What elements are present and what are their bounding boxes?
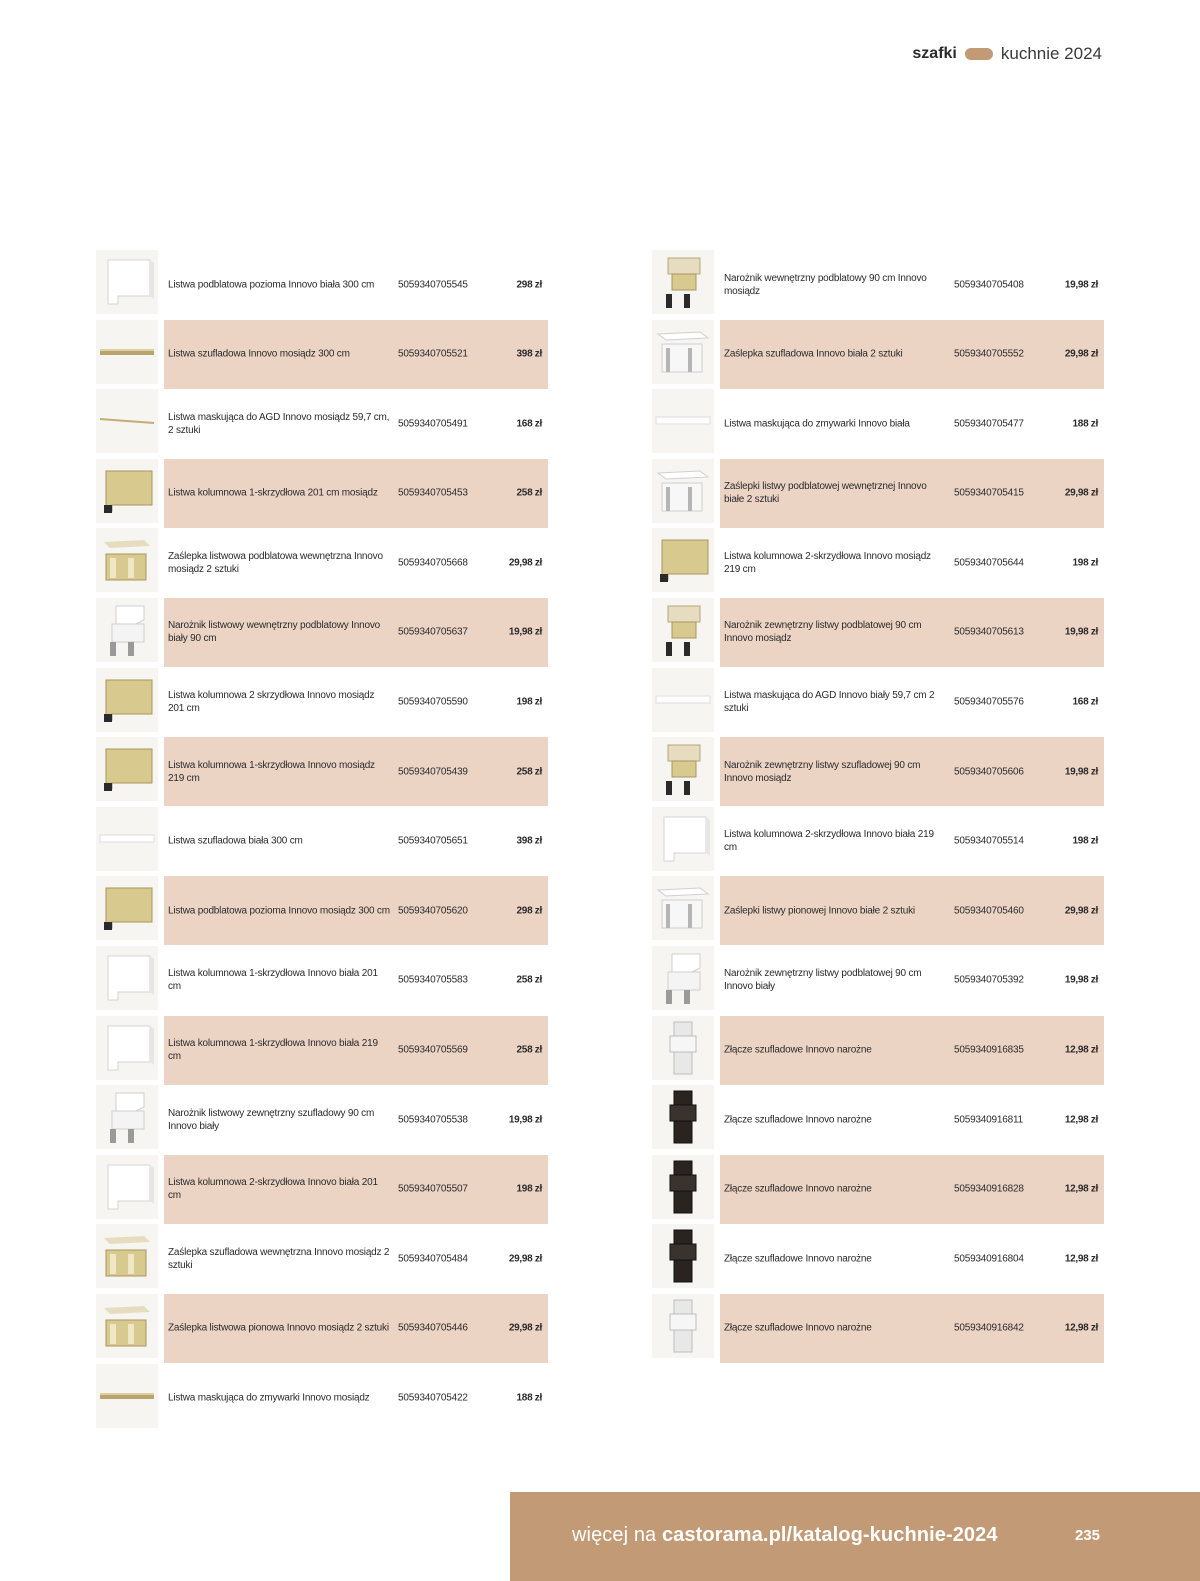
product-row [96,668,550,732]
thin-white-strip-icon [652,389,714,453]
page-number: 235 [1074,1527,1100,1544]
product-price: 258 zł [516,487,542,499]
product-name: Zaślepki listwy pionowej Innovo białe 2 sztuki [724,905,915,917]
black-connector-icon [652,1155,714,1219]
brass-corner-icon [652,598,714,662]
product-name: Zaślepka listwowa pionowa Innovo mosiądz 2 sztuki [168,1322,389,1334]
product-price: 19,98 zł [508,626,542,638]
product-price: 258 zł [516,1044,542,1056]
product-info [720,250,1104,319]
product-price: 258 zł [516,974,542,986]
product-price: 29,98 zł [1064,348,1098,360]
product-row [96,946,550,1010]
product-code: 5059340705545 [398,279,468,290]
product-name: Złącze szufladowe Innovo narożne [724,1114,872,1126]
product-row [96,737,550,801]
product-code: 5059340705491 [398,418,468,430]
product-row [96,1016,550,1080]
catalog-link-prefix: więcej na [572,1524,657,1546]
brass-profile-icon [96,668,158,732]
product-price: 198 zł [516,696,542,708]
product-code: 5059340705538 [398,1114,468,1126]
product-price: 398 zł [516,348,542,360]
product-info [720,528,1104,597]
product-name: Listwa kolumnowa 1-skrzydłowa Innovo biała 201 cm [168,968,378,993]
product-info [164,1016,548,1085]
product-name: Złącze szufladowe Innovo narożne [724,1044,872,1056]
product-name: Złącze szufladowe Innovo narożne [724,1253,872,1265]
product-info [164,668,548,737]
white-connector-icon [652,1016,714,1080]
product-code: 5059340705415 [954,487,1024,499]
product-info [720,1016,1104,1085]
product-row [96,1224,550,1288]
product-info [720,807,1104,876]
product-info [164,250,548,319]
product-name: Zaślepka listwowa podblatowa wewnętrzna Innovo mosiądz 2 sztuki [168,550,383,575]
brass-profile-icon [652,528,714,592]
product-price: 12,98 zł [1064,1044,1098,1056]
product-price: 19,98 zł [1064,974,1098,986]
thin-white-strip-icon [652,668,714,732]
header-pill-decoration [965,48,993,60]
product-code: 5059340705446 [398,1322,468,1334]
product-name: Listwa maskująca do zmywarki Innovo mosiądz [168,1392,370,1404]
product-code: 5059340705521 [398,348,468,360]
product-row [96,320,550,384]
product-info [720,1085,1104,1154]
catalog-title: kuchnie 2024 [1000,44,1102,63]
product-name: Listwa kolumnowa 1-skrzydłowa 201 cm mosiądz [168,487,378,499]
product-price: 29,98 zł [508,1322,542,1334]
product-price: 198 zł [1072,835,1098,847]
product-row [96,459,550,523]
product-info [164,876,548,945]
product-row [652,737,1106,801]
product-row [652,946,1106,1010]
white-rail-icon [652,807,714,871]
white-cap-icon [652,459,714,523]
product-price: 168 zł [516,418,542,430]
product-info [720,876,1104,945]
product-row [96,807,550,871]
product-code: 5059340705484 [398,1253,468,1265]
white-cap-icon [652,876,714,940]
white-rail-icon [96,1155,158,1219]
product-price: 258 zł [516,766,542,778]
product-row [96,876,550,940]
product-row [96,1294,550,1358]
product-info [720,737,1104,806]
white-cap-icon [652,320,714,384]
product-price: 12,98 zł [1064,1114,1098,1126]
product-code: 5059340705408 [954,279,1024,290]
product-name: Listwa maskująca do zmywarki Innovo biała [724,418,910,430]
product-price: 198 zł [516,1183,542,1195]
product-price: 29,98 zł [1064,487,1098,499]
product-code: 5059340705514 [954,835,1024,847]
product-price: 19,98 zł [1064,626,1098,638]
product-row [96,528,550,592]
product-code: 5059340705552 [954,348,1024,360]
brass-cap-icon [96,1224,158,1288]
product-code: 5059340705569 [398,1044,468,1056]
product-name: Listwa kolumnowa 1-skrzydłowa Innovo biała 219 cm [168,1038,378,1063]
product-name: Zaślepka szufladowa Innovo biała 2 sztuki [724,348,903,360]
product-code: 5059340705644 [954,557,1024,569]
product-code: 5059340705620 [398,905,468,917]
product-row [96,250,550,314]
product-code: 5059340705613 [954,626,1024,638]
product-row [652,1085,1106,1149]
white-rail-icon [96,250,158,314]
product-info [164,1155,548,1224]
product-row [652,1224,1106,1288]
product-info [164,1294,548,1363]
product-info [720,598,1104,667]
white-rail-icon [96,1016,158,1080]
product-name: Listwa maskująca do AGD Innovo mosiądz 59,7 cm, 2 sztuki [168,411,390,436]
brass-cap-icon [96,1294,158,1358]
product-name: Narożnik listwowy zewnętrzny szufladowy 90 cm Innovo biały [168,1107,375,1132]
white-connector-icon [652,1294,714,1358]
product-name: Listwa kolumnowa 2-skrzydłowa Innovo biała 219 cm [724,829,934,854]
product-row [652,459,1106,523]
product-code: 5059340916835 [954,1044,1024,1056]
product-list-right [652,250,1106,1364]
product-name: Narożnik zewnętrzny listwy szufladowej 90 cm Innovo mosiądz [724,759,921,784]
brass-profile-icon [96,459,158,523]
product-info [164,320,548,389]
product-price: 298 zł [516,905,542,917]
thin-white-strip-icon [96,807,158,871]
product-name: Narożnik zewnętrzny listwy podblatowej 90 cm Innovo biały [724,968,922,993]
product-row [96,389,550,453]
page-header [912,44,1102,64]
product-list-left [96,250,550,1433]
product-code: 5059340705606 [954,766,1024,778]
product-info [720,1294,1104,1363]
product-price: 398 zł [516,835,542,847]
brass-strip-icon [96,320,158,384]
product-code: 5059340705576 [954,696,1024,708]
product-code: 5059340916811 [954,1114,1023,1126]
product-name: Narożnik listwowy wewnętrzny podblatowy Innovo biały 90 cm [168,620,381,645]
product-code: 5059340705392 [954,974,1024,986]
product-info [720,459,1104,528]
product-info [164,737,548,806]
product-name: Listwa kolumnowa 2-skrzydłowa Innovo biała 201 cm [168,1177,378,1202]
product-info [164,528,548,597]
product-row [652,876,1106,940]
product-code: 5059340705590 [398,696,468,708]
product-code: 5059340705460 [954,905,1024,917]
brass-strip-icon [96,1364,158,1428]
product-name: Listwa podblatowa pozioma Innovo mosiądz 300 cm [168,905,390,917]
product-info [720,1224,1104,1293]
product-price: 19,98 zł [508,1114,542,1126]
product-row [96,598,550,662]
product-row [652,598,1106,662]
product-name: Listwa kolumnowa 2 skrzydłowa Innovo mosiądz 201 cm [168,690,375,715]
black-connector-icon [652,1085,714,1149]
brass-profile-icon [96,876,158,940]
product-row [652,250,1106,314]
product-price: 29,98 zł [508,1253,542,1265]
white-rail-icon [96,946,158,1010]
catalog-link-url: castorama.pl/katalog-kuchnie-2024 [661,1524,998,1546]
product-info [720,668,1104,737]
product-price: 188 zł [1072,418,1098,430]
footer-banner [510,1492,1200,1581]
product-row [652,320,1106,384]
product-name: Narożnik zewnętrzny listwy podblatowej 90 cm Innovo mosiądz [724,620,922,645]
product-row [652,1294,1106,1358]
product-name: Listwa szufladowa biała 300 cm [168,835,303,847]
product-price: 188 zł [516,1392,542,1404]
product-info [720,946,1104,1015]
product-code: 5059340705507 [398,1183,468,1195]
product-row [652,1016,1106,1080]
catalog-link[interactable] [572,1524,998,1547]
white-corner-icon [96,1085,158,1149]
product-name: Narożnik wewnętrzny podblatowy 90 cm Innovo mosiądz [724,272,927,297]
product-row [652,528,1106,592]
product-info [720,1155,1104,1224]
product-code: 5059340705439 [398,766,468,778]
product-info [720,320,1104,389]
product-name: Złącze szufladowe Innovo narożne [724,1183,872,1195]
product-info [164,459,548,528]
product-name: Listwa podblatowa pozioma Innovo biała 300 cm [168,279,375,290]
product-price: 12,98 zł [1064,1322,1098,1334]
brass-corner-icon [652,250,714,314]
white-corner-icon [652,946,714,1010]
black-connector-icon [652,1224,714,1288]
brass-profile-icon [96,737,158,801]
product-info [164,1224,548,1293]
product-code: 5059340705477 [954,418,1024,430]
product-code: 5059340916804 [954,1253,1024,1265]
product-row [96,1364,550,1428]
product-code: 5059340705668 [398,557,468,569]
product-price: 298 zł [516,279,542,290]
brass-cap-icon [96,528,158,592]
product-name: Zaślepka szufladowa wewnętrzna Innovo mosiądz 2 sztuki [168,1246,390,1271]
product-code: 5059340705453 [398,487,468,499]
product-row [652,1155,1106,1219]
product-name: Zaślepki listwy podblatowej wewnętrznej Innovo białe 2 sztuki [724,481,927,506]
product-price: 12,98 zł [1064,1253,1098,1265]
product-info [164,1364,548,1433]
product-row [652,389,1106,453]
product-row [652,807,1106,871]
product-name: Listwa kolumnowa 2-skrzydłowa Innovo mosiądz 219 cm [724,550,931,575]
product-price: 29,98 zł [1064,905,1098,917]
product-price: 12,98 zł [1064,1183,1098,1195]
product-name: Listwa kolumnowa 1-skrzydłowa Innovo mosiądz 219 cm [168,759,375,784]
product-info [164,946,548,1015]
brass-corner-icon [652,737,714,801]
product-price: 168 zł [1072,696,1098,708]
product-row [96,1155,550,1219]
product-info [720,389,1104,458]
product-price: 19,98 zł [1064,766,1098,778]
product-info [164,1085,548,1154]
product-code: 5059340705583 [398,974,468,986]
white-corner-icon [96,598,158,662]
product-row [652,668,1106,732]
product-info [164,598,548,667]
product-info [164,807,548,876]
product-name: Złącze szufladowe Innovo narożne [724,1322,872,1334]
product-price: 19,98 zł [1064,279,1098,290]
product-info [164,389,548,458]
section-title: szafki [912,45,957,62]
product-code: 5059340916842 [954,1322,1024,1334]
product-code: 5059340916828 [954,1183,1024,1195]
product-code: 5059340705637 [398,626,468,638]
product-price: 198 zł [1072,557,1098,569]
product-code: 5059340705651 [398,835,468,847]
product-row [96,1085,550,1149]
thin-brass-strip-icon [96,389,158,453]
product-name: Listwa szufladowa Innovo mosiądz 300 cm [168,348,350,360]
product-price: 29,98 zł [508,557,542,569]
product-code: 5059340705422 [398,1392,468,1404]
product-name: Listwa maskująca do AGD Innovo biały 59,7 cm 2 sztuki [724,690,935,715]
